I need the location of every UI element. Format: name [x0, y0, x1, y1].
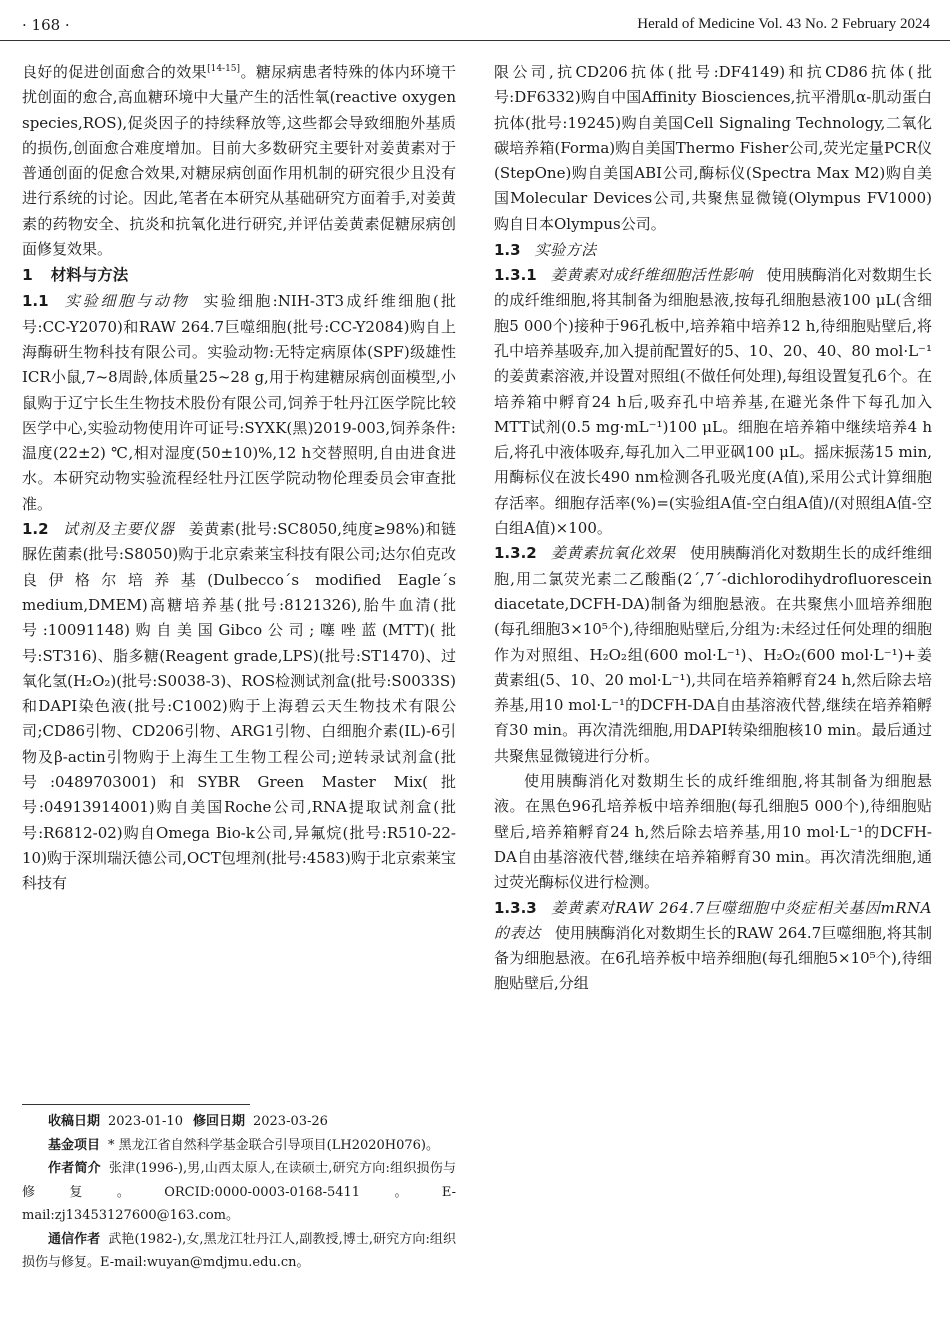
section-number: 1.3.3: [494, 898, 537, 917]
dates-note: 收稿日期 2023-01-10 修回日期 2023-03-26: [48, 1114, 328, 1129]
fund-note: 基金项目 * 黑龙江省自然科学基金联合引导项目(LH2020H076)。: [48, 1137, 439, 1153]
section-number: 1.2: [22, 520, 49, 539]
section-number: 1.3.2: [494, 544, 537, 563]
citation-ref[interactable]: [14-15]: [207, 64, 241, 74]
page-number: · 168 ·: [22, 16, 70, 34]
section-title: 姜黄素对RAW 264.7巨噬细胞中炎症相关基因mRNA的表达: [494, 898, 932, 942]
section-title: 姜黄素抗氧化效果: [550, 544, 676, 563]
section-number: 1.3.1: [494, 266, 537, 285]
section-number: 1.1: [22, 292, 49, 311]
corresponding-author-note: 通信作者 武艳(1982-),女,黑龙江牡丹江人,副教授,博士,研究方向:组织损伤与修复。E-mail:wuyan@mdjmu.edu.cn。: [22, 1231, 456, 1270]
section-title: 姜黄素对成纤维细胞活性影响: [550, 266, 753, 285]
section-1-3-3: 1.3.3 姜黄素对RAW 264.7巨噬细胞中炎症相关基因mRNA的表达 使用胰酶消化对数期生长的RAW 264.7巨噬细胞,将其制备为细胞悬液。在6孔培养板中培养细胞(每孔细胞5×10⁵个),待细胞贴壁后,分组: [494, 898, 932, 993]
section-title: 实验细胞与动物: [62, 292, 190, 311]
page-header: [0, 14, 950, 41]
fluorescence-paragraph: 使用胰酶消化对数期生长的成纤维细胞,将其制备为细胞悬液。在黑色96孔培养板中培养细胞(每孔细胞5 000个),待细胞贴壁后,培养箱孵育24 h,然后除去培养基,用10 mol·L⁻¹的DCFH-DA自由基溶液代替,继续在培养箱孵育30 min。再次清洗细胞,通过荧光酶标仪进行检测。: [494, 772, 932, 892]
section-title: 试剂及主要仪器: [62, 520, 175, 539]
section-1-heading: 1 材料与方法: [22, 266, 129, 285]
section-1-1: 1.1 实验细胞与动物 实验细胞:NIH-3T3成纤维细胞(批号:CC-Y2070)和RAW 264.7巨噬细胞(批号:CC-Y2084)购自上海酶研生物科技有限公司。实验动物:无特定病原体(SPF)级雄性ICR小鼠,7~8周龄,体质量25~28 g,用于构建糖尿病创面模型,小鼠购于辽宁长生生物技术股份有限公司,饲养于牡丹江医学院比较医学中心,实验动物使用许可证号:SYXK(黑)2019-003,饲养条件:温度(22±2) ℃,相对湿度(50±10)%,12 h交替照明,自由进食进水。本研究动物实验流程经牡丹江医学院动物伦理委员会审查批准。: [22, 292, 456, 513]
reagents-continued: 限公司,抗CD206抗体(批号:DF4149)和抗CD86抗体(批号:DF6332)购自中国Affinity Biosciences,抗平滑肌α-肌动蛋白抗体(批号:19245)购自美国Cell Signaling Technology,二氧化碳培养箱(Forma)购自美国Thermo Fisher公司,荧光定量PCR仪(StepOne)购自美国ABI公司,酶标仪(Spectra Max M2)购自美国Molecular Devices公司,共聚焦显微镜(Olympus FV1000)购自日本Olympus公司。: [494, 63, 932, 233]
author-note: 作者简介 张津(1996-),男,山西太原人,在读硕士,研究方向:组织损伤与修复。ORCID:0000-0003-0168-5411。E-mail:zj13453127600@163.com。: [22, 1161, 456, 1223]
section-1-3-heading: 1.3 实验方法: [494, 241, 597, 260]
section-1-3-1: 1.3.1 姜黄素对成纤维细胞活性影响 使用胰酶消化对数期生长的成纤维细胞,将其制备为细胞悬液,按每孔细胞悬液100 μL(含细胞5 000个)接种于96孔板中,培养箱中培养12 h,待细胞贴壁后,将孔中培养基吸弃,加入提前配置好的5、10、20、40、80 mol·L⁻¹的姜黄素溶液,并设置对照组(不做任何处理),每组设置复孔6个。在培养箱中孵育24 h后,吸弃孔中培养基,在避光条件下每孔加入MTT试剂(0.5 mg·mL⁻¹)100 μL。细胞在培养箱中继续培养4 h后,将孔中液体吸弃,每孔加入二甲亚砜100 μL。摇床振荡15 min,用酶标仪在波长490 nm检测各孔吸光度(A值),采用公式计算细胞存活率。细胞存活率(%)=(实验组A值-空白组A值)/(对照组A值-空白组A值)×100。: [494, 266, 932, 538]
footnotes: [22, 1110, 456, 1275]
section-1-2: 1.2 试剂及主要仪器 姜黄素(批号:SC8050,纯度≥98%)和链脲佐菌素(批号:S8050)购于北京索莱宝科技有限公司;达尔伯克改良伊格尔培养基(Dulbecco´s modified Eagle´s medium,DMEM)高糖培养基(批号:8121326),胎牛血清(批号:10091148)购自美国Gibco公司;噻唑蓝(MTT)(批号:ST316)、脂多糖(Reagent grade,LPS)(批号:ST1470)、过氧化氢(H₂O₂)(批号:S0038-3)、ROS检测试剂盒(批号:S0033S)和DAPI染色液(批号:C1002)购于上海碧云天生物技术有限公司;CD86引物、CD206引物、ARG1引物、白细胞介素(IL)-6引物及β-actin引物购于上海生工生物工程公司;逆转录试剂盒(批号:0489703001)和SYBR Green Master Mix(批号:04913914001)购自美国Roche公司,RNA提取试剂盒(批号:R6812-02)购自Omega Bio-k公司,异氟烷(批号:R510-22-10)购于深圳瑞沃德公司,OCT包埋剂(批号:4583)购于北京索莱宝科技有: [22, 520, 456, 893]
journal-title: Herald of Medicine Vol. 43 No. 2 February 2024: [637, 16, 930, 32]
left-column: [22, 60, 456, 897]
footnote-divider: [22, 1104, 250, 1105]
intro-paragraph: 良好的促进创面愈合的效果[14-15]。糖尿病患者特殊的体内环境干扰创面的愈合,高血糖环境中大量产生的活性氧(reactive oxygen species,ROS),促炎因子的持续释放等,这些都会导致细胞外基质的损伤,创面愈合难度增加。目前大多数研究主要针对姜黄素对于普通创面的促愈合效果,对糖尿病创面作用机制的研究很少且没有进行系统的讨论。因此,笔者在本研究从基础研究方面着手,对姜黄素的药物安全、抗炎和抗氧化进行研究,并评估姜黄素促糖尿病创面修复效果。: [22, 63, 456, 259]
right-column: [494, 60, 932, 997]
section-1-3-2: 1.3.2 姜黄素抗氧化效果 使用胰酶消化对数期生长的成纤维细胞,用二氯荧光素二乙酸酯(2´,7´-dichlorodihydrofluorescein diacetate,DCFH-DA)制备为细胞悬液。在共聚焦小皿培养细胞(每孔细胞3×10⁵个),待细胞贴壁后,分组为:未经过任何处理的细胞作为对照组、H₂O₂组(600 mol·L⁻¹)、H₂O₂(600 mol·L⁻¹)+姜黄素组(5、10、20 mol·L⁻¹),共同在培养箱孵育24 h,然后除去培养基,用10 mol·L⁻¹的DCFH-DA自由基溶液代替,继续在培养箱孵育30 min。再次清洗细胞,用DAPI转染细胞核10 min。最后通过共聚焦显微镜进行分析。: [494, 544, 932, 765]
